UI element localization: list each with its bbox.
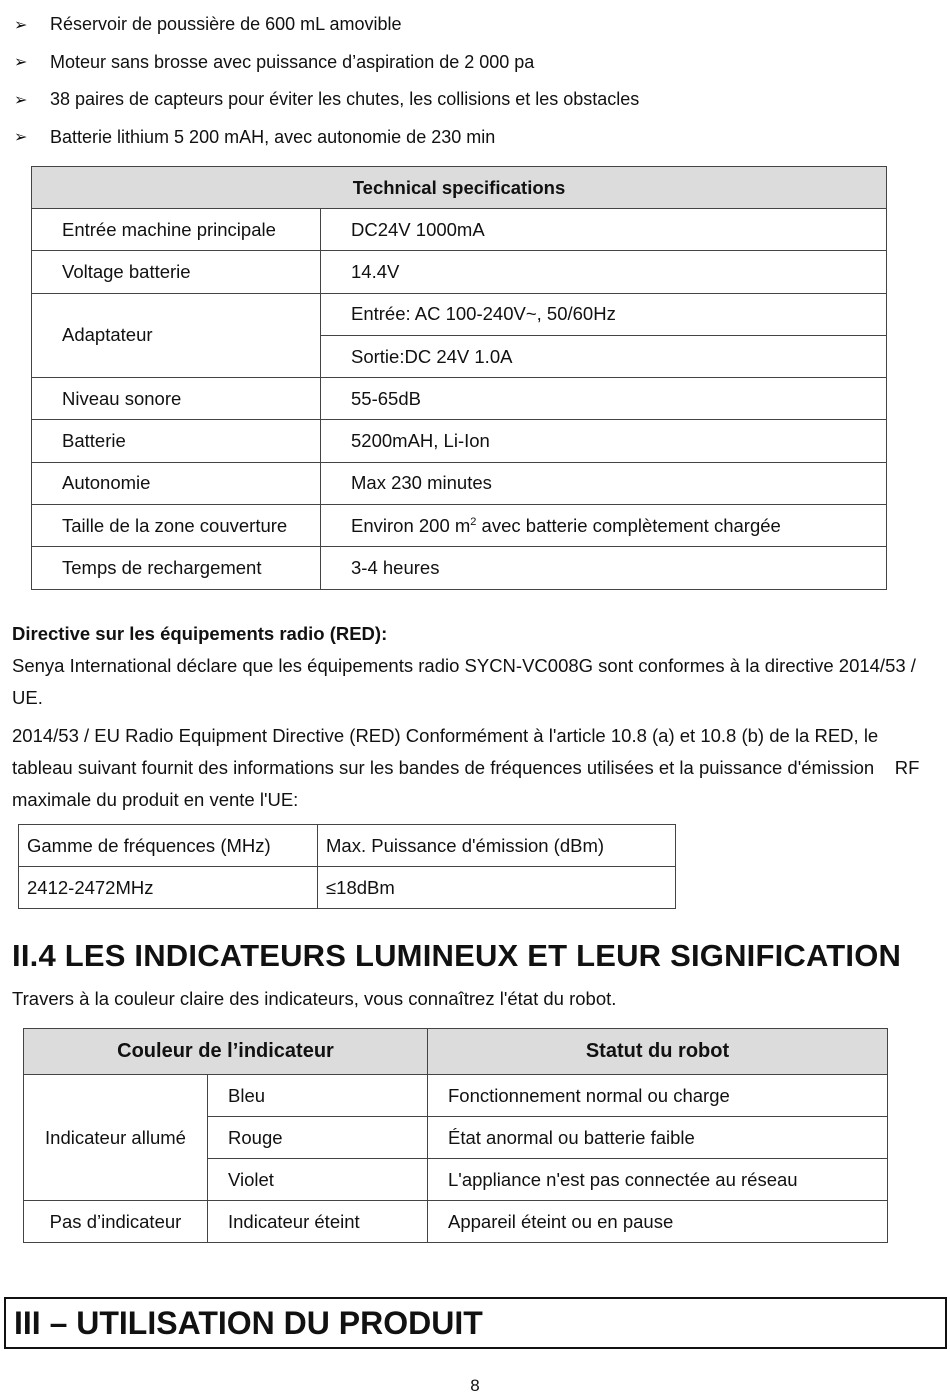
spec-label: Niveau sonore	[32, 378, 321, 420]
list-item	[12, 81, 639, 119]
arrow-bullet-icon: ➢	[14, 91, 28, 109]
chapter-heading-box	[4, 1297, 947, 1349]
spec-label: Entrée machine principale	[32, 209, 321, 251]
indicator-status: L'appliance n'est pas connectée au réseau	[428, 1159, 888, 1201]
table-row	[32, 251, 887, 293]
spec-label: Taille de la zone couverture	[32, 505, 321, 547]
column-header: Gamme de fréquences (MHz)	[19, 825, 318, 867]
directive-paragraph: 2014/53 / EU Radio Equipment Directive (RED) Conformément à l'article 10.8 (a) et 10.8 (b) de la RED, le tableau suivant fournit des informations sur les bandes de fréquences utilisées et la puissance d'émission RF maximale du produit en vente l'UE:	[12, 725, 925, 810]
table-cell: ≤18dBm	[318, 867, 676, 909]
indicator-status: État anormal ou batterie faible	[428, 1117, 888, 1159]
spec-value: 55-65dB	[321, 378, 887, 420]
indicator-status: Appareil éteint ou en pause	[428, 1201, 888, 1243]
spec-label: Voltage batterie	[32, 251, 321, 293]
list-item	[12, 119, 639, 157]
table-row	[32, 462, 887, 504]
spec-value: Entrée: AC 100-240V~, 50/60Hz	[321, 293, 887, 335]
indicator-group: Pas d’indicateur	[24, 1201, 208, 1243]
bullet-text: Réservoir de poussière de 600 mL amovible	[50, 14, 402, 35]
list-item	[12, 44, 639, 82]
table-row	[32, 505, 887, 547]
table-row	[32, 209, 887, 251]
table-row	[32, 293, 887, 335]
table-cell: 2412-2472MHz	[19, 867, 318, 909]
spec-value: DC24V 1000mA	[321, 209, 887, 251]
bullet-text: Moteur sans brosse avec puissance d’aspiration de 2 000 pa	[50, 51, 535, 72]
directive-title: Directive sur les équipements radio (RED):	[12, 623, 388, 644]
spec-value: Sortie:DC 24V 1.0A	[321, 335, 887, 377]
spec-value-text: avec batterie complètement chargée	[476, 514, 781, 536]
spec-table	[31, 166, 887, 590]
indicator-color: Indicateur éteint	[208, 1201, 428, 1243]
spec-value: 5200mAH, Li-Ion	[321, 420, 887, 462]
table-row	[32, 420, 887, 462]
list-item	[12, 6, 639, 44]
table-row	[19, 825, 676, 867]
table-row	[24, 1201, 888, 1243]
bullet-text: 38 paires de capteurs pour éviter les chutes, les collisions et les obstacles	[50, 89, 640, 110]
directive-section	[12, 618, 942, 816]
indicator-color: Violet	[208, 1159, 428, 1201]
column-header: Couleur de l’indicateur	[24, 1029, 428, 1075]
table-row	[24, 1029, 888, 1075]
directive-paragraph: Senya International déclare que les équipements radio SYCN-VC008G sont conformes à la directive 2014/53 / UE.	[12, 655, 916, 708]
spec-value: 14.4V	[321, 251, 887, 293]
indicator-table	[23, 1028, 888, 1243]
column-header: Max. Puissance d'émission (dBm)	[318, 825, 676, 867]
page-number: 8	[470, 1376, 480, 1395]
spec-label: Temps de rechargement	[32, 547, 321, 589]
bullet-text: Batterie lithium 5 200 mAH, avec autonomie de 230 min	[50, 126, 496, 147]
frequency-table	[18, 824, 676, 909]
table-row	[32, 547, 887, 589]
chapter-title: III – UTILISATION DU PRODUIT	[14, 1304, 483, 1341]
table-row	[19, 867, 676, 909]
section-intro: Travers à la couleur claire des indicateurs, vous connaîtrez l'état du robot.	[12, 988, 617, 1009]
spec-value	[321, 505, 887, 547]
spec-table-header: Technical specifications	[32, 167, 887, 209]
superscript: 2	[470, 515, 477, 528]
indicator-color: Rouge	[208, 1117, 428, 1159]
spec-value-text: Environ 200 m	[351, 514, 471, 536]
arrow-bullet-icon: ➢	[14, 129, 28, 147]
section-heading: II.4 LES INDICATEURS LUMINEUX ET LEUR SIGNIFICATION	[12, 938, 902, 973]
indicator-group: Indicateur allumé	[24, 1075, 208, 1201]
spec-value: Max 230 minutes	[321, 462, 887, 504]
indicator-color: Bleu	[208, 1075, 428, 1117]
spec-label: Batterie	[32, 420, 321, 462]
arrow-bullet-icon: ➢	[14, 16, 28, 34]
feature-list	[12, 6, 639, 156]
arrow-bullet-icon: ➢	[14, 54, 28, 72]
indicator-status: Fonctionnement normal ou charge	[428, 1075, 888, 1117]
table-row	[32, 378, 887, 420]
spec-label: Autonomie	[32, 462, 321, 504]
column-header: Statut du robot	[428, 1029, 888, 1075]
table-row	[24, 1075, 888, 1117]
spec-value: 3-4 heures	[321, 547, 887, 589]
spec-label: Adaptateur	[32, 293, 321, 378]
